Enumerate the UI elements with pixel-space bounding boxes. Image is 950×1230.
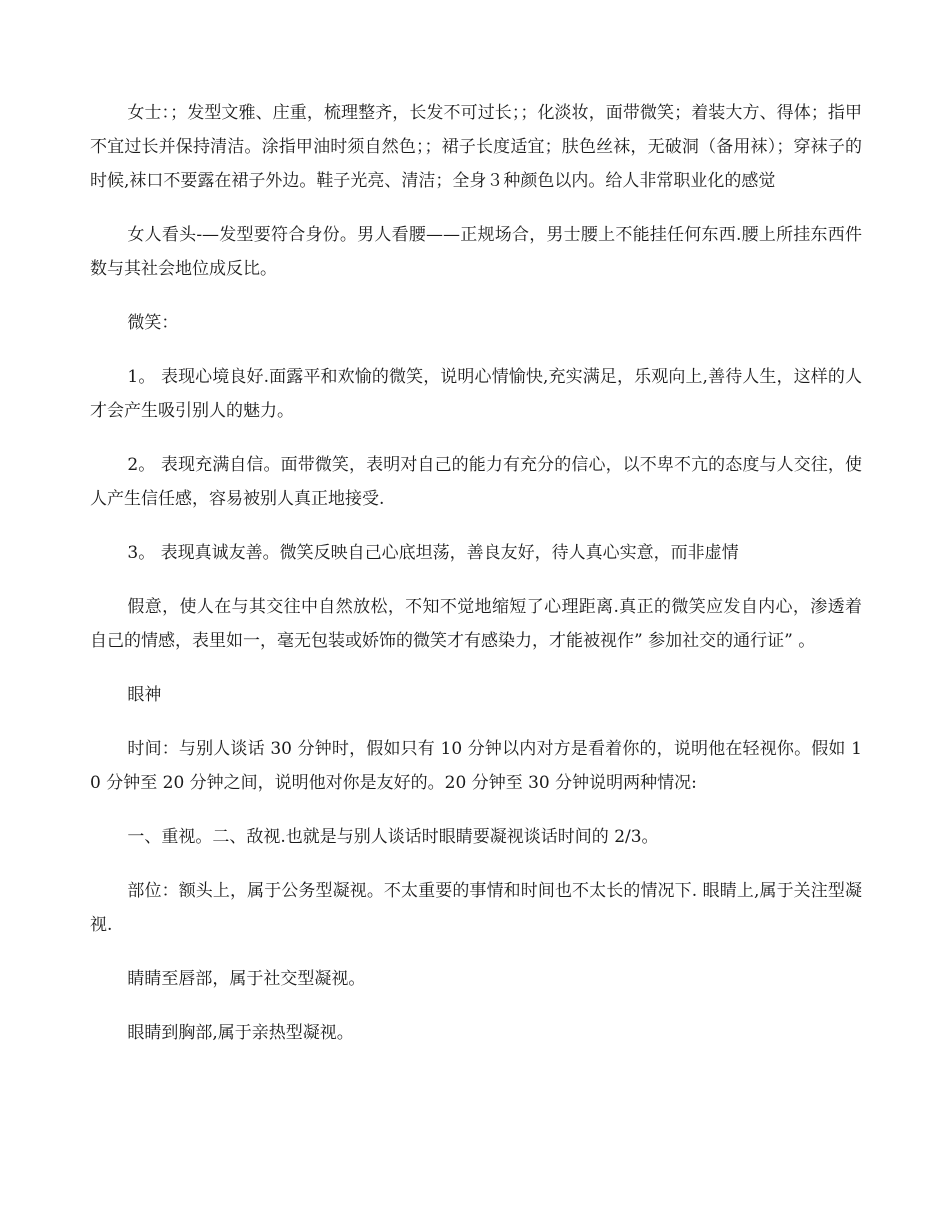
paragraph-gaze-intimate: 眼睛到胸部,属于亲热型凝视。 [127,1023,354,1043]
heading-smile: 微笑： [127,313,179,333]
paragraph-gaze-position: 部位：额头上，属于公务型凝视。不太重要的事情和时间也不太长的情况下. 眼睛上,属于关注型凝视. [90,881,862,935]
paragraph-smile-point-3-continued: 假意，使人在与其交往中自然放松，不知不觉地缩短了心理距离.真正的微笑应发自内心，渗透着自己的情感，表里如一，毫无包装或娇饰的微笑才有感染力，才能被视作” 参加社交的通行证” 。 [90,597,862,651]
document-body [90,96,862,1070]
paragraph-smile-point-2: 2。 表现充满自信。面带微笑，表明对自己的能力有充分的信心，以不卑不亢的态度与人交往，使人产生信任感，容易被别人真正地接受. [90,455,862,509]
heading-eye-contact: 眼神 [127,685,162,705]
paragraph-head-waist: 女人看头-—发型要符合身份。男人看腰——正规场合，男士腰上不能挂任何东西.腰上所挂东西件数与其社会地位成反比。 [90,225,862,279]
paragraph-gaze-time: 时间：与别人谈话 30 分钟时，假如只有 10 分钟以内对方是看着你的，说明他在轻视你。假如 10 分钟至 20 分钟之间，说明他对你是友好的。20 分钟至 30 分钟说明两种情况: [90,739,862,793]
paragraph-gaze-social: 睛睛至唇部，属于社交型凝视。 [127,969,366,989]
paragraph-gaze-meaning: 一、重视。二、敌视.也就是与别人谈话时眼睛要凝视谈话时间的 2/3。 [127,827,659,847]
paragraph-smile-point-1: 1。 表现心境良好.面露平和欢愉的微笑，说明心情愉快,充实满足，乐观向上,善待人生，这样的人才会产生吸引别人的魅力。 [90,367,862,421]
paragraph-smile-point-3: 3。 表现真诚友善。微笑反映自己心底坦荡，善良友好，待人真心实意，而非虚情 [127,543,739,563]
paragraph-dress-code-women: 女士：；发型文雅、庄重，梳理整齐，长发不可过长；；化淡妆，面带微笑；着装大方、得体；指甲不宜过长并保持清洁。涂指甲油时须自然色；；裙子长度适宜；肤色丝袜，无破洞（备用袜）；穿袜子的时候,袜口不要露在裙子外边。鞋子光亮、清洁；全身３种颜色以内。给人非常职业化的感觉 [90,103,862,191]
